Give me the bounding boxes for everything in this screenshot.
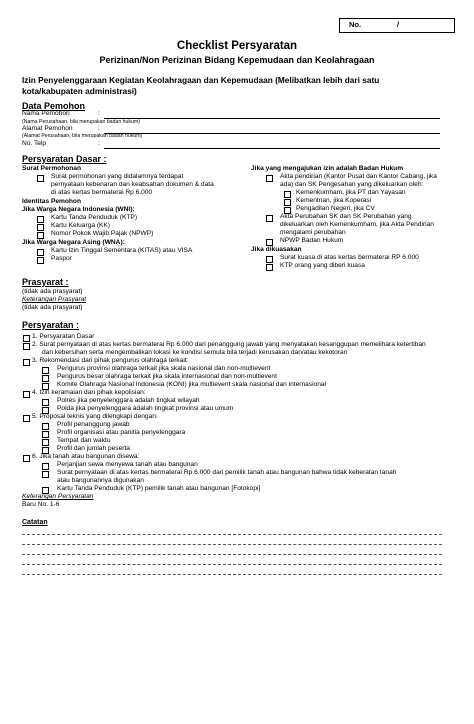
nama-colon: : [98,110,100,117]
persyaratan-subitem: Profil organisasi atau panitia penyelenggara [57,429,186,436]
persyaratan-dasar-heading: Persyaratan Dasar : [22,154,107,164]
page-subtitle: Perizinan/Non Perizinan Bidang Kepemudaan dan Keolahragaan [99,55,375,65]
checkbox[interactable] [23,343,30,350]
persyaratan-item-4: 4. Izin keramaian dari pihak kepolisian: [32,389,146,396]
persyaratan-subitem: Perjanjian sewa menyewa tanah atau bangunan [57,461,198,468]
wna-item: Paspor [51,255,72,262]
checkbox[interactable] [42,375,49,382]
checkbox[interactable] [37,232,44,239]
keterangan-prasyarat: Keterangan Prasyarat [22,296,87,303]
persyaratan-subitem: Polres jika penyelenggara adalah tingkat wilayah [57,397,200,404]
telp-field[interactable] [104,148,440,149]
wni-item: Kartu Tanda Penduduk (KTP) [51,214,138,221]
badan-hukum-heading: Jika yang mengajukan izin adalah Badan Hukum [251,165,404,172]
wni-item: Nomor Pokok Wajib Pajak (NPWP) [51,230,154,237]
checkbox[interactable] [23,455,30,462]
number-label: No. [349,20,362,29]
persyaratan-subitem: Polda jika penyelenggara adalah tingkat provinsi atau umum [57,405,234,412]
checkbox[interactable] [23,391,30,398]
checkbox[interactable] [42,439,49,446]
persyaratan-item-6: 6. Jika tanah atau bangunan disewa: [32,453,140,460]
catatan-line[interactable] [22,544,442,545]
surat-permohonan-line2: pernyataan kebenaran dan keabsahan dokumen & data [51,181,214,188]
kuasa-heading: Jika dikuasakan [251,246,302,253]
persyaratan-subitem: Kartu Tanda Penduduk (KTP) pemilik tanah atau bangunan [Fotokopi] [57,485,261,492]
wna-item: Kartu Izin Tinggal Sementara (KITAS) atau VISA [51,247,193,254]
checkbox[interactable] [266,175,273,182]
persyaratan-subitem: Surat pernyataan di atas kertas bermaterai Rp 6.000 dari pemilik tanah atau bangunan bahwa tidak keberatan tanah [57,469,397,476]
checkbox[interactable] [42,463,49,470]
number-box[interactable] [339,18,455,33]
checkbox[interactable] [284,191,291,198]
alamat-pemohon-note: (Alamat Perusahaan, bila merupakan badan hukum) [22,133,143,139]
persyaratan-subitem: Profil penanggung jawab [57,421,130,428]
checkbox[interactable] [23,335,30,342]
akta-pendirian-line2: ada) dan SK Pengesahan yang dikeluarkan oleh: [280,181,424,188]
wni-item: Kartu Keluarga (KK) [51,222,111,229]
checkbox[interactable] [37,175,44,182]
checkbox[interactable] [37,249,44,256]
checkbox[interactable] [266,215,273,222]
checkbox[interactable] [23,359,30,366]
akta-pendirian-line1: Akta pendirian (Kantor Pusat dan Kantor Cabang, jika [280,173,437,180]
persyaratan-subitem: Pengurus besar olahraga terkait jika skala internasional dan non-multievent [57,373,277,380]
catatan-line[interactable] [22,554,442,555]
checkbox[interactable] [266,264,273,271]
catatan-heading: Catatan [22,519,48,526]
catatan-line[interactable] [22,534,442,535]
akta-perubahan-line3: mengalami perubahan [280,229,346,236]
checkbox[interactable] [37,257,44,264]
alamat-pemohon-field[interactable] [104,133,440,134]
surat-permohonan-line3: di atas kertas bermaterai Rp 6.000 [51,189,153,196]
surat-permohonan-heading: Surat Permohonan [22,165,81,172]
persyaratan-subitem: Komite Olahraga Nasional Indonesia (KONI) jika multievent skala nasional dan internasional [57,381,327,388]
persyaratan-item-1: 1. Persyaratan Dasar [32,333,95,340]
checkbox[interactable] [37,224,44,231]
akta-perubahan-line2: dikeluarkan oleh Kemenkumham, jika Akta Pendirian [280,221,434,228]
nama-pemohon-note: (Nama Perusahaan, bila merupakan badan hukum) [22,119,140,125]
persyaratan-item-3: 3. Rekomendasi dari pihak pengurus olahraga terkait: [32,357,189,364]
checkbox[interactable] [266,239,273,246]
persyaratan-subitem: Pengurus provinsi olahraga terkait jika skala nasional dan non-multievent [57,365,271,372]
akta-perubahan-line1: Akta Perubahan SK dan SK Perubahan yang [280,213,412,220]
prasyarat-heading: Prasyarat : [22,277,69,287]
npwp-badan-hukum: NPWP Badan Hukum [280,237,344,244]
prasyarat-line: (tidak ada prasyarat) [22,288,83,295]
checkbox[interactable] [42,423,49,430]
catatan-line[interactable] [22,564,442,565]
checkbox[interactable] [42,431,49,438]
wni-heading: Jika Warga Negara Indonesia (WNI): [22,206,135,213]
nama-pemohon-label: Nama Pemohon [22,110,70,117]
persyaratan-subitem-cont: atau bangunannya digunakan [57,477,144,484]
surat-permohonan-line1: Surat permohonan yang didalamnya terdapat [51,173,184,180]
persyaratan-item-2: 2. Surat pernyataan di atas kertas bermaterai Rp 6.000 dari penanggung jawab yang menyatakan kesanggupan memelihara ketertiban [32,341,426,348]
catatan-line[interactable] [22,574,442,575]
prasyarat-line: (tidak ada prasyarat) [22,304,83,311]
kuasa-item: Surat kuasa di atas kertas bermaterai RP 6.000 [280,254,419,261]
number-slash: / [397,20,400,29]
checkbox[interactable] [42,367,49,374]
permit-title: Izin Penyelenggaraan Kegiatan Keolahragaan dan Kepemudaan (Melibatkan lebih dari satu kota/kabupaten administrasi) [22,75,380,96]
identitas-heading: Identitas Pemohon [22,198,81,205]
checkbox[interactable] [37,216,44,223]
checkbox[interactable] [42,471,49,478]
persyaratan-subitem: Profil dan jumlah peserta [57,445,130,452]
checkbox[interactable] [23,415,30,422]
sk-item: Kementrian, jika Koperasi [296,197,372,204]
wna-heading: Jika Warga Negara Asing (WNA): [22,239,125,246]
alamat-pemohon-label: Alamat Pemohon [22,125,73,132]
persyaratan-heading: Persyaratan : [22,320,80,330]
keterangan-persyaratan: Keterangan Persyaratan [22,493,94,500]
baru-note: Baru No. 1-6 [22,501,60,508]
alamat-colon: : [98,125,100,132]
telp-label: No. Telp [22,140,47,147]
persyaratan-item-5: 5. Proposal teknis yang dilengkapi dengan: [32,413,158,420]
checkbox[interactable] [284,199,291,206]
checkbox[interactable] [42,399,49,406]
sk-item: Kemenkumham, jika PT dan Yayasan [296,189,406,196]
page-title: Checklist Persyaratan [176,40,298,52]
sk-item: Pengadilan Negeri, jika CV [296,205,375,212]
telp-colon: : [98,140,100,147]
persyaratan-item-2-cont: dan kebersihan serta mengembalikan lokasi ke kondisi semula bila terjadi kerusakan dan/atau kekotoran [42,349,348,356]
data-pemohon-heading: Data Pemohon [22,101,86,111]
nama-pemohon-field[interactable] [104,118,440,119]
persyaratan-subitem: Tempat dan waktu [57,437,111,444]
checkbox[interactable] [266,256,273,263]
kuasa-item: KTP orang yang diberi kuasa [280,262,365,269]
